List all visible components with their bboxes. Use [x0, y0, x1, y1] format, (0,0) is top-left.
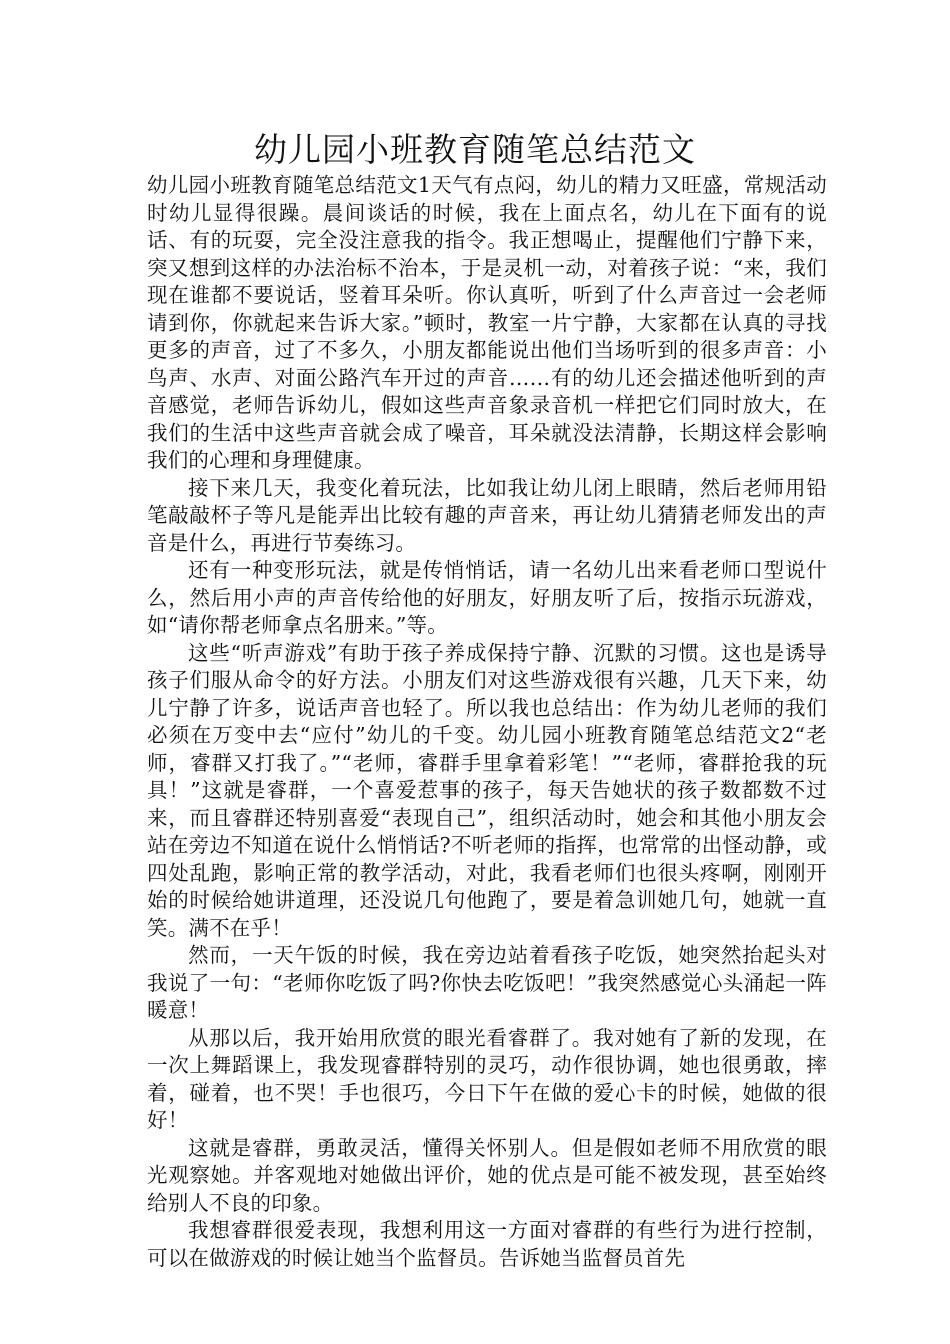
- document-body: [147, 172, 827, 1272]
- paragraph-3: 还有一种变形玩法，就是传悄悄话，请一名幼儿出来看老师口型说什么，然后用小声的声音传给他的好朋友，好朋友听了后，按指示玩游戏，如“请你帮老师拿点名册来。”等。: [147, 558, 827, 637]
- paragraph-4: 这些“听声游戏”有助于孩子养成保持宁静、沉默的习惯。这也是诱导孩子们服从命令的好方法。小朋友们对这些游戏很有兴趣，几天下来，幼儿宁静了许多，说话声音也轻了。所以我也总结出：作为幼儿老师的我们必须在万变中去“应付”幼儿的千变。幼儿园小班教育随笔总结范文2“老师，睿群又打我了。”“老师，睿群手里拿着彩笔！”“老师，睿群抢我的玩具！”这就是睿群，一个喜爱惹事的孩子，每天告她状的孩子数都数不过来，而且睿群还特别喜爱“表现自己”，组织活动时，她会和其他小朋友会站在旁边不知道在说什么悄悄话?不听老师的指挥，也常常的出怪动静，或四处乱跑，影响正常的教学活动，对此，我看老师们也很头疼啊，刚刚开始的时候给她讲道理，还没说几句他跑了，要是着急训她几句，她就一直笑。满不在乎！: [147, 640, 827, 940]
- paragraph-6: 从那以后，我开始用欣赏的眼光看睿群了。我对她有了新的发现，在一次上舞蹈课上，我发现睿群特别的灵巧，动作很协调，她也很勇敢，摔着，碰着，也不哭！手也很巧，今日下午在做的爱心卡的时候，她做的很好！: [147, 1025, 827, 1132]
- paragraph-1: 幼儿园小班教育随笔总结范文1天气有点闷，幼儿的精力又旺盛，常规活动时幼儿显得很躁。晨间谈话的时候，我在上面点名，幼儿在下面有的说话、有的玩耍，完全没注意我的指令。我正想喝止，提醒他们宁静下来，突又想到这样的办法治标不治本，于是灵机一动，对着孩子说：“来，我们现在谁都不要说话，竖着耳朵听。你认真听，听到了什么声音过一会老师请到你，你就起来告诉大家。”顿时，教室一片宁静，大家都在认真的寻找更多的声音，过了不多久，小朋友都能说出他们当场听到的很多声音：小鸟声、水声、对面公路汽车开过的声音……有的幼儿还会描述他听到的声音感觉，老师告诉幼儿，假如这些声音象录音机一样把它们同时放大，在我们的生活中这些声音就会成了噪音，耳朵就没法清静，长期这样会影响我们的心理和身理健康。: [147, 173, 827, 472]
- paragraph-8: 我想睿群很爱表现，我想利用这一方面对睿群的有些行为进行控制，可以在做游戏的时候让她当个监督员。告诉她当监督员首先: [147, 1218, 827, 1270]
- paragraph-7: 这就是睿群，勇敢灵活，懂得关怀别人。但是假如老师不用欣赏的眼光观察她。并客观地对她做出评价，她的优点是可能不被发现，甚至始终给别人不良的印象。: [147, 1135, 827, 1215]
- paragraph-5: 然而，一天午饭的时候，我在旁边站着看孩子吃饭，她突然抬起头对我说了一句：“老师你吃饭了吗?你快去吃饭吧！”我突然感觉心头涌起一阵暖意！: [147, 943, 827, 1022]
- paragraph-2: 接下来几天，我变化着玩法，比如我让幼儿闭上眼睛，然后老师用铅笔敲敲杯子等凡是能弄出比较有趣的声音来，再让幼儿猜猜老师发出的声音是什么，再进行节奏练习。: [147, 475, 827, 555]
- document-title: 幼儿园小班教育随笔总结范文: [254, 130, 696, 169]
